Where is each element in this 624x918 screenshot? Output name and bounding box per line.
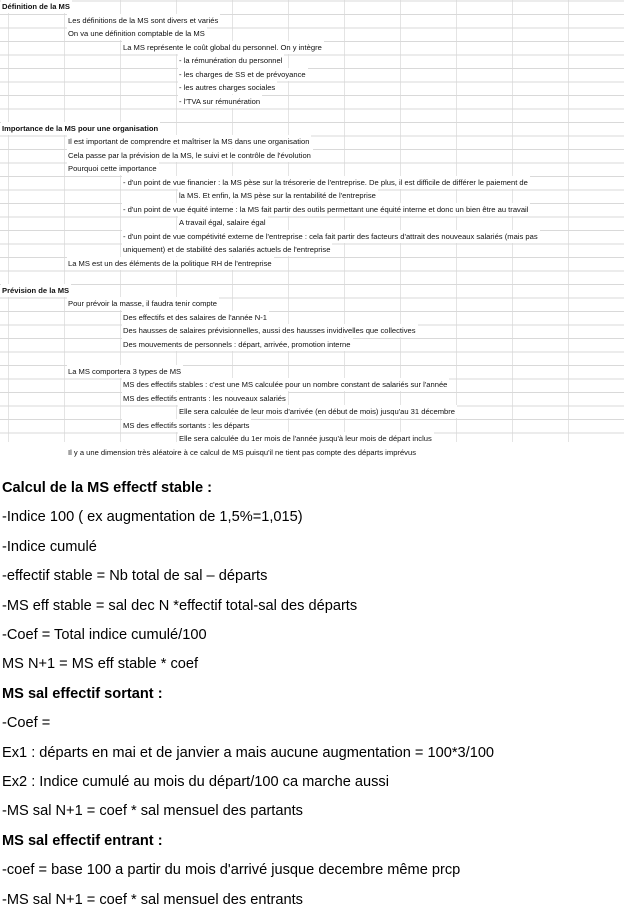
spreadsheet-excerpt <box>0 0 624 457</box>
notes-heading: MS sal effectif entrant : <box>2 832 163 849</box>
notes-line: -Coef = Total indice cumulé/100 <box>2 627 207 643</box>
notes-line: Ex1 : départs en mai et de janvier a mais aucune augmentation = 100*3/100 <box>2 744 495 761</box>
notes-line: Ex2 : Indice cumulé au mois du départ/100 ca marche aussi <box>2 774 389 790</box>
sheet-cell-text: Cela passe par la prévision de la MS, le suivi et le contrôle de l'évolution <box>68 150 311 160</box>
notes-line: -coef = base 100 a partir du mois d'arrivé jusque decembre même prcp <box>2 862 461 879</box>
sheet-cell-text: La MS représente le coût global du personnel. On y intègre <box>123 42 322 52</box>
sheet-section-heading: Importance de la MS pour une organisation <box>2 123 159 133</box>
sheet-cell-text: - l'TVA sur rémunération <box>179 96 261 106</box>
sheet-cell-text: uniquement) et de stabilité des salariés actuels de l'entreprise <box>123 245 331 254</box>
sheet-cell-text: la MS. Et enfin, la MS pèse sur la rentabilité de l'entreprise <box>179 191 376 200</box>
sheet-cell-text: Des effectifs et des salaires de l'année N-1 <box>123 312 267 322</box>
sheet-cell-text: Il y a une dimension très aléatoire à ce calcul de MS puisqu'il ne tient pas compte des départs imprévus <box>68 447 416 457</box>
sheet-cell-text: Elle sera calculée de leur mois d'arrivée (en début de mois) jusqu'au 31 décembre <box>179 407 456 416</box>
notes-line: -MS eff stable = sal dec N *effectif total-sal des départs <box>2 597 358 614</box>
sheet-cell-text: Les définitions de la MS sont divers et variés <box>68 15 219 25</box>
notes-line: -MS sal N+1 = coef * sal mensuel des entrants <box>2 891 303 908</box>
sheet-cell-text: Elle sera calculée du 1er mois de l'année jusqu'à leur mois de départ inclus <box>179 434 432 443</box>
sheet-cell-text: Des mouvements de personnels : départ, arrivée, promotion interne <box>123 339 351 349</box>
sheet-cell-text: - d'un point de vue compétivité externe de l'entreprise : cela fait partir des facteurs d'attrait des nouveaux salariés (mais pas <box>123 231 538 241</box>
notes-line: -MS sal N+1 = coef * sal mensuel des partants <box>2 803 303 820</box>
sheet-cell-text: Des hausses de salaires prévisionnelles, aussi des hausses invidivelles que collectives <box>123 326 416 335</box>
notes-heading: MS sal effectif sortant : <box>2 685 163 702</box>
sheet-cell-text: La MS est un des éléments de la politique RH de l'entreprise <box>68 258 272 268</box>
sheet-cell-text: - d'un point de vue équité interne : la MS fait partir des outils permettant une équité interne et donc un bien être au travail <box>123 204 529 214</box>
sheet-section-heading: Définition de la MS <box>2 2 70 11</box>
sheet-cell-text: MS des effectifs entrants : les nouveaux salariés <box>123 393 286 403</box>
notes-heading: Calcul de la MS effectf stable : <box>2 480 213 496</box>
notes-line: -Indice 100 ( ex augmentation de 1,5%=1,015) <box>2 509 303 526</box>
sheet-cell-text: - la rémunération du personnel <box>179 56 283 65</box>
notes-line: -effectif stable = Nb total de sal – départs <box>2 568 268 585</box>
sheet-cell-text: - les charges de SS et de prévoyance <box>179 69 306 79</box>
sheet-cell-text: Il est important de comprendre et maîtriser la MS dans une organisation <box>68 137 310 146</box>
sheet-cell-text: - les autres charges sociales <box>179 83 276 92</box>
sheet-cell-text: La MS comportera 3 types de MS <box>68 366 182 376</box>
notes-line: MS N+1 = MS eff stable * coef <box>2 656 199 673</box>
sheet-cell-text: MS des effectifs sortants : les départs <box>123 420 250 430</box>
sheet-cell-text: Pour prévoir la masse, il faudra tenir compte <box>68 299 217 308</box>
sheet-cell-text: MS des effectifs stables : c'est une MS calculée pour un nombre constant de salariés sur l'année <box>123 380 448 389</box>
sheet-cell-text: - d'un point de vue financier : la MS pèse sur la trésorerie de l'entreprise. De plus, il est difficile de différer le paiement de <box>123 177 528 187</box>
sheet-cell-text: A travail égal, salaire égal <box>179 218 266 227</box>
notes-line: -Indice cumulé <box>2 538 97 555</box>
sheet-cell-text: On va une définition comptable de la MS <box>68 29 205 38</box>
notes-line: -Coef = <box>2 715 51 732</box>
sheet-cell-text: Pourquoi cette importance <box>68 164 157 173</box>
sheet-section-heading: Prévision de la MS <box>2 285 70 295</box>
